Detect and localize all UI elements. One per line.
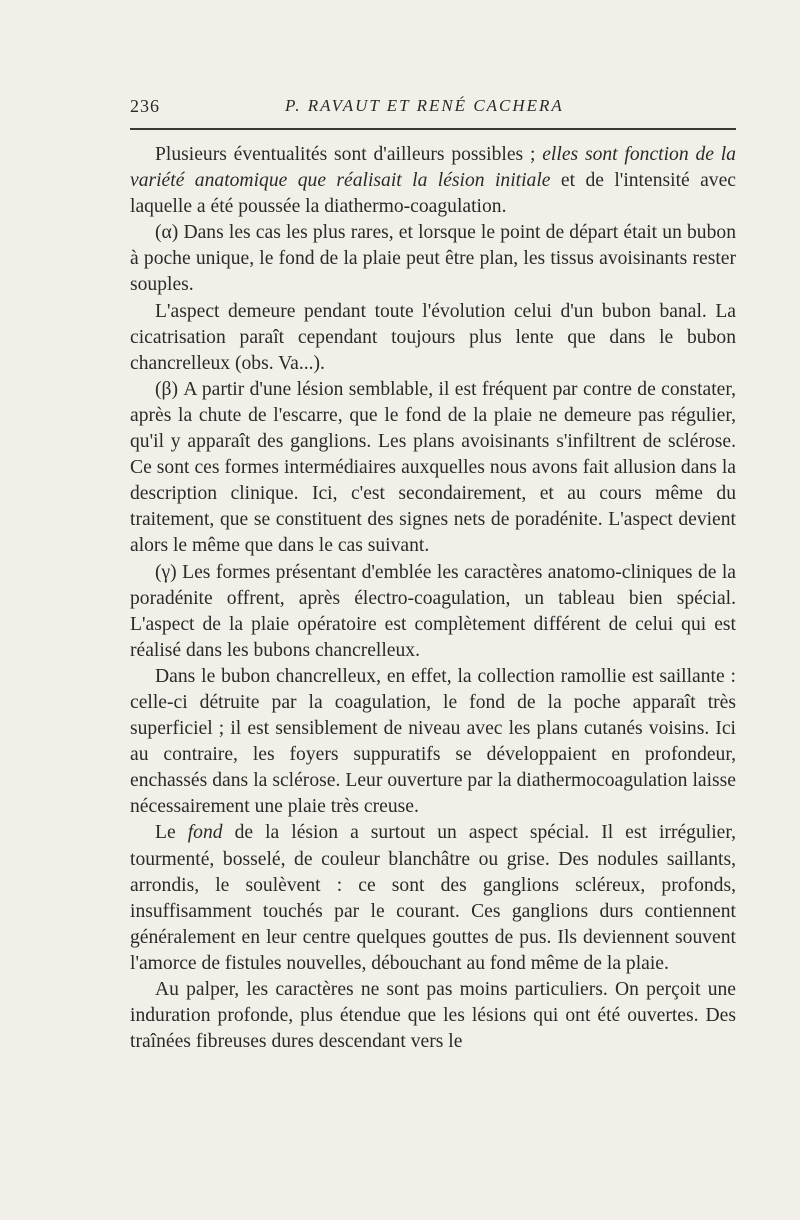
paragraph-bubon: Dans le bubon chancrelleux, en effet, la collection ramollie est saillante : celle-ci détruite par la coagulation, le fond de la poche apparaît très superficiel ; il est sensiblement de niveau avec les plans cutanés voisins. Ici au contraire, les foyers suppuratifs se développaient en profondeur, enchassés dans la sclérose. Leur ouverture par la diathermocoagulation laisse nécessairement une plaie très creuse. [130,665,736,818]
header-rule [130,128,736,130]
paragraph-fond [130,820,736,977]
page-number: 236 [130,96,160,116]
paragraph-alpha: (α) Dans les cas les plus rares, et lorsque le point de départ était un bubon à poche unique, le fond de la plaie peut être plan, les tissus avoisinants rester souples. [130,222,736,296]
paragraph-gamma: (γ) Les formes présentant d'emblée les caractères anatomo-cliniques de la poradénite offrent, après électro-coagulation, un tableau bien spécial. L'aspect de la plaie opératoire est complètement différent de celui qui est réalisé dans les bubons chancrelleux. [130,561,736,661]
paragraph-intro-text: Plusieurs éventualités sont d'ailleurs possibles ; [155,144,543,165]
page-header [130,96,736,122]
paragraph-intro [130,142,736,220]
paragraph-beta: (β) A partir d'une lésion semblable, il est fréquent par contre de constater, après la chute de l'escarre, que le fond de la plaie ne demeure pas régulier, qu'il y apparaît des ganglions. Les plans avoisinants s'infiltrent de sclérose. Ce sont ces formes intermédiaires auxquelles nous avons fait allusion dans la description clinique. Ici, c'est secondairement, et au cours même du traitement, que se constituent des signes nets de poradénite. L'aspect devient alors le même que dans le cas suivant. [130,378,736,557]
paragraph-fond-text-end: de la lésion a surtout un aspect spécial. Il est irrégulier, tourmenté, bosselé, de couleur blanchâtre ou grise. Des nodules saillants, arrondis, le soulèvent : ce sont des ganglions scléreux, profonds, insuffisamment touchés par le courant. Ces ganglions durs contiennent généralement en leur centre quelques gouttes de pus. Ils deviennent souvent l'amorce de fistules nouvelles, débouchant au fond même de la plaie. [130,822,736,974]
body-text [130,142,736,1055]
paragraph-palper: Au palper, les caractères ne sont pas moins particuliers. On perçoit une induration profonde, plus étendue que les lésions qui ont été ouvertes. Des traînées fibreuses dures descendant vers le [130,979,736,1053]
paragraph-aspect: L'aspect demeure pendant toute l'évolution celui d'un bubon banal. La cicatrisation paraît cependant toujours plus lente que dans le bubon chancrelleux (obs. Va...). [130,300,736,374]
running-head: P. RAVAUT ET RENÉ CACHERA [285,96,564,115]
paragraph-fond-emphasis: fond [187,822,223,844]
paragraph-fond-text: Le [155,822,188,844]
paragraph-intro-emphasis: elles sont fonction de la variété anatomique que réalisait la lésion initiale [130,144,736,192]
paragraph-intro-text-end: et de l'intensité avec laquelle a été poussée la diathermo-coagulation. [130,170,736,218]
